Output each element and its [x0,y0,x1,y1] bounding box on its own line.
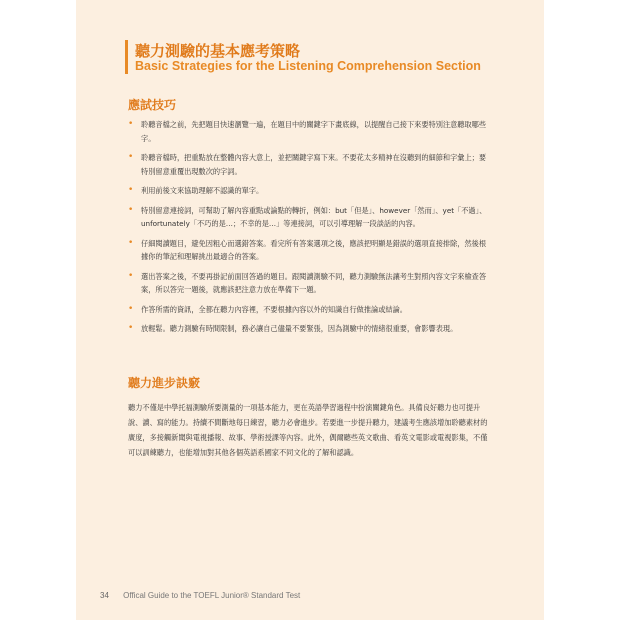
page-footer [100,591,300,600]
bullet-icon: • [128,270,134,281]
section-heading-test-skills: 應試技巧 [128,98,177,112]
bullet-icon: • [128,204,134,215]
bullet-icon: • [128,152,134,162]
list-item: • 作答所需的資訊，全都在聽力內容裡，不要根據內容以外的知識自行做推論或結論。 [128,303,490,317]
title-accent-bar [125,40,128,74]
bullet-icon: • [128,237,134,248]
list-item: • 選出答案之後，不要再掛記前面回答過的題目。跟閱讀測驗不同，聽力測驗無法讓考生對照內容文字來檢查答案，所以答完一題後，就應該把注意力放在準備下一題。 [128,270,487,294]
title-block [125,40,485,80]
page-title-chinese: 聽力測驗的基本應考策略 [135,42,301,60]
section-heading-listening-tips: 聽力進步訣竅 [128,376,201,390]
list-item: • 特別留意連接詞，可幫助了解內容重點或論點的轉折，例如：but「但是」、however「然而」、yet「不過」、unfortunately「不巧的是…；不幸的是…」等連接詞，可以引導理解一段談話的內容。 [128,204,487,228]
footer-book-title: Offical Guide to the TOEFL Junior® Standard Test [123,591,301,600]
page-number: 34 [100,591,109,600]
list-item: • 聆聽音檔之前，先把題目快速瀏覽一遍，在題目中的關鍵字下畫底線，以提醒自己接下來要特別注意聽取哪些字。 [128,119,487,143]
bullet-icon: • [128,119,134,129]
list-item: • 仔細閱讀題目，避免因粗心而選錯答案。看完所有答案選項之後，應該把明顯是錯誤的選項直接排除，然後根據你的筆記和理解挑出最適合的答案。 [128,237,487,261]
list-item: • 放輕鬆。聽力測驗有時間限制，務必讓自己儘量不要緊張，因為測驗中的情緒很重要，會影響表現。 [128,322,490,336]
page-title-english: Basic Strategies for the Listening Comprehension Section [135,59,481,73]
bullet-icon: • [128,323,134,333]
bullet-icon: • [128,303,134,314]
tips-paragraph: 聽力不僅是中學托福測驗所要測量的一項基本能力，更在英語學習過程中扮演關鍵角色。具備良好聽力也可提升說、讀、寫的能力。持續不間斷地每日練習，聽力必會進步。若要進一步提升聽力，建議考生應該增加聆聽素材的廣度，多接觸新聞與電視播報、故事、學術授課等內容。此外，偶爾聽些英文歌曲、看英文電影或電視影集，不僅可以訓練聽力，也能增加對其他各個英語系國家不同文化的了解和認識。 [128,403,488,457]
list-item: • 利用前後文來協助理解不認識的單字。 [128,184,490,198]
list-item: • 聆聽音檔時，把重點放在整體內容大意上，並把關鍵字寫下來。不要花太多精神在沒聽到的細節和字彙上；要特別留意重覆出現數次的字詞。 [128,152,487,176]
bullet-icon: • [128,185,134,195]
strategy-list [128,118,490,342]
